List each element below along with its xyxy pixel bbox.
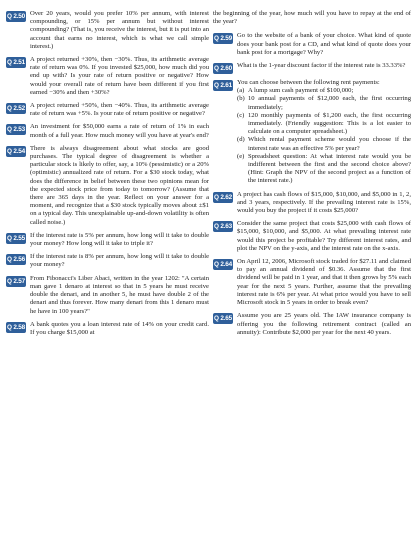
question-2-58-continuation: the beginning of the year, how much will you have to repay at the end of the year? xyxy=(213,10,411,26)
list-item xyxy=(237,95,411,111)
question-number-badge: Q 2.64 xyxy=(214,261,232,269)
question-number-badge: Q 2.53 xyxy=(7,126,25,134)
question-number-badge: Q 2.52 xyxy=(7,105,25,113)
question-2-60 xyxy=(213,62,411,74)
question-number-badge: Q 2.58 xyxy=(7,323,25,331)
item-label: (b) xyxy=(237,95,245,103)
question-2-55 xyxy=(6,232,209,248)
item-label: (e) xyxy=(237,152,245,160)
question-text: From Fibonacci's Liber Abaci, written in the year 1202: "A certain man gave 1 denaro at interest so that in 5 years he must receive double the denari, and in another 5, he must have double 2 of the denari and thus forever. How many denari from this 1 denaro must he have in 100 years?" xyxy=(30,274,209,315)
question-text: If the interest rate is 8% per annum, how long will it take to double your money? xyxy=(30,253,209,269)
left-column xyxy=(6,10,209,342)
question-number-badge: Q 2.59 xyxy=(214,35,232,43)
list-item xyxy=(237,112,411,137)
question-2-57 xyxy=(6,275,209,316)
question-2-58 xyxy=(6,321,209,337)
question-text: What is the 1-year discount factor if the interest rate is 33.33%? xyxy=(237,62,406,70)
item-label: (c) xyxy=(237,111,245,119)
question-text: If the interest rate is 5% per annum, how long will it take to double your money? How long will it take to triple it? xyxy=(30,231,209,248)
question-number-badge: Q 2.51 xyxy=(7,59,25,67)
question-2-51 xyxy=(6,56,209,97)
list-item xyxy=(237,153,411,186)
item-label: (a) xyxy=(237,87,245,95)
question-text: On April 12, 2006, Microsoft stock traded for $27.11 and claimed to pay an annual dividend of $0.36. Assume that the first dividend will be paid in 1 year, and that it then grows by 5% each year for the next 5 years. Further, assume that the prevailing interest rate is 6% per year. At what price would you have to sell Microsoft stock in 5 years in order to break even? xyxy=(237,258,411,307)
question-number-badge: Q 2.57 xyxy=(7,277,25,285)
question-text: Assume you are 25 years old. The IAW insurance company is offering you the following retirement contract (called an annuity): Contribute $2,000 per year for the next 40 years. xyxy=(237,312,411,336)
question-number-badge: Q 2.62 xyxy=(214,193,232,201)
question-number-badge: Q 2.55 xyxy=(7,234,25,242)
question-text: A project returned +50%, then −40%. Thus, its arithmetic average rate of return was +5%. Is your rate of return positive or negative? xyxy=(30,102,209,118)
question-text: Over 20 years, would you prefer 10% per annum, with interest compounding, or 15% per annum but without interest compounding? (That is, you receive the interest, but it is put into an account that earns no interest, which is what we call simple interest.) xyxy=(30,10,209,50)
question-2-56 xyxy=(6,253,209,269)
item-label: (d) xyxy=(237,136,245,144)
question-text: A bank quotes you a loan interest rate of 14% on your credit card. If you charge $15,000 at xyxy=(30,320,209,336)
question-number-badge: Q 2.54 xyxy=(7,147,25,155)
question-2-52 xyxy=(6,102,209,118)
question-text: A project returned +30%, then −30%. Thus, its arithmetic average rate of return was 0%. If you invested $25,000, how much did you end up with? Is your rate of return positive or negative? How would your overall rate of return have been different if you first earned −30% and then +30%? xyxy=(30,56,209,96)
question-number-badge: Q 2.60 xyxy=(214,65,232,73)
question-text: An investment for $50,000 earns a rate of return of 1% in each month of a full year. How much money will you have at year's end? xyxy=(30,123,209,139)
question-text: You can choose between the following rent payments: xyxy=(237,79,380,87)
question-2-50 xyxy=(6,10,209,51)
question-number-badge: Q 2.61 xyxy=(214,82,232,90)
list-item xyxy=(237,87,411,95)
question-2-61 xyxy=(213,79,411,186)
list-item xyxy=(237,136,411,152)
right-column xyxy=(213,10,411,342)
question-number-badge: Q 2.65 xyxy=(214,315,232,323)
item-text: 120 monthly payments of $1,200 each, the first occurring immediately. (Friendly suggestion: This is a lot easier to calculate on a computer spreadsheet.) xyxy=(248,111,411,136)
question-2-63 xyxy=(213,220,411,253)
question-number-badge: Q 2.56 xyxy=(7,256,25,264)
question-number-badge: Q 2.50 xyxy=(7,13,25,20)
question-2-65 xyxy=(213,312,411,337)
item-text: Spreadsheet question: At what interest rate would you be indifferent between the first and the second choice above? (Hint: Graph the NPV of the second project as a function of the interest rate.) xyxy=(248,152,411,185)
question-text: There is always disagreement about what stocks are good purchases. The typical degree of disagreement is whether a particular stock is likely to offer, say, a 10% (pessimistic) or a 20% (optimistic) annualized rate of return. For a $30 stock today, what does the difference in belief between these two opinions mean for the expected stock price from today to tomorrow? (Assume that there are 365 days in the year. Reflect on your answer for a moment, and recognize that a $30 stock typically moves about ±$1 on a typical day. This unexplainable up-and-down volatility is often called noise.) xyxy=(30,144,209,226)
question-2-64 xyxy=(213,258,411,307)
question-text: A project has cash flows of $15,000, $10,000, and $5,000 in 1, 2, and 3 years, respectively. If the prevailing interest rate is 15%, would you buy the project if it costs $25,000? xyxy=(237,190,411,215)
item-text: Which rental payment scheme would you choose if the interest rate was an effective 5% per year? xyxy=(248,136,411,152)
question-text: Consider the same project that costs $25,000 with cash flows of $15,000, $10,000, and $5,000. At what prevailing interest rate would this project be profitable? Try different interest rates, and plot the NPV on the y-axis, and the interest rate on the x-axis. xyxy=(237,220,411,252)
question-text: Go to the website of a bank of your choice. What kind of quote does your bank post for a CD, and what kind of quote does your bank post for a mortgage? Why? xyxy=(237,32,411,56)
item-text: A lump sum cash payment of $100,000; xyxy=(248,87,354,95)
question-2-59 xyxy=(213,32,411,57)
question-2-62 xyxy=(213,191,411,216)
question-number-badge: Q 2.63 xyxy=(214,223,232,231)
question-2-53 xyxy=(6,123,209,139)
question-2-54 xyxy=(6,145,209,227)
item-text: 10 annual payments of $12,000 each, the first occurring immediately; xyxy=(248,95,411,111)
